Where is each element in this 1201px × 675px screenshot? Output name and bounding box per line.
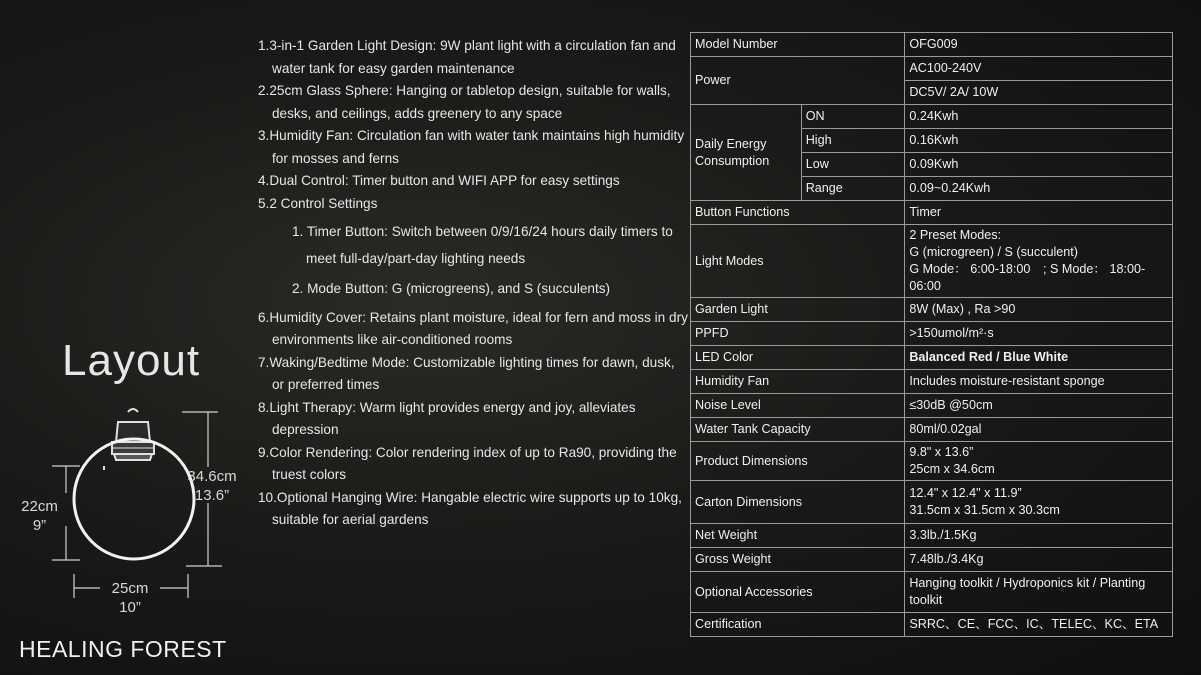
light-mode-line: G Mode： 6:00-18:00 ; S Mode： 18:00-06:00 <box>909 262 1146 293</box>
spec-value: Hanging toolkit / Hydroponics kit / Planting toolkit <box>905 572 1173 613</box>
spec-row-tank <box>691 418 1173 442</box>
energy-mode: Low <box>801 153 905 177</box>
height-dimension-label <box>182 467 242 505</box>
spec-label: PPFD <box>691 322 905 346</box>
spec-row-energy <box>691 105 1173 129</box>
feature-item: 9.Color Rendering: Color rendering index of up to Ra90, providing the truest colors <box>258 444 677 482</box>
spec-value: 3.3lb./1.5Kg <box>905 524 1173 548</box>
carton-dim-cm: 31.5cm x 31.5cm x 30.3cm <box>909 503 1060 517</box>
spec-label: Daily Energy Consumption <box>691 105 802 201</box>
spec-value <box>905 442 1173 481</box>
spec-label: Product Dimensions <box>691 442 905 481</box>
feature-item: 3.Humidity Fan: Circulation fan with water tank maintains high humidity for mosses and ferns <box>258 128 685 166</box>
feature-item: 10.Optional Hanging Wire: Hangable electric wire supports up to 10kg, suitable for aerial gardens <box>258 489 682 527</box>
spec-value: DC5V/ 2A/ 10W <box>905 81 1173 105</box>
spec-label: Certification <box>691 613 905 637</box>
spec-row-gross-weight <box>691 548 1173 572</box>
height-cm: 34.6cm <box>187 468 237 485</box>
spec-value: 7.48lb./3.4Kg <box>905 548 1173 572</box>
spec-value <box>905 225 1173 298</box>
spec-label: Optional Accessories <box>691 572 905 613</box>
spec-row-certification <box>691 613 1173 637</box>
width-cm: 25cm <box>111 580 149 597</box>
width-dimension-label <box>100 579 160 617</box>
width-in: 10” <box>119 599 141 616</box>
spec-row-light-modes <box>691 225 1173 298</box>
spec-value: Includes moisture-resistant sponge <box>905 370 1173 394</box>
spec-label: Net Weight <box>691 524 905 548</box>
spec-label: Carton Dimensions <box>691 481 905 524</box>
spec-label: Button Functions <box>691 201 905 225</box>
spec-value: Balanced Red / Blue White <box>905 346 1173 370</box>
spec-table <box>690 32 1173 637</box>
energy-value: 0.09Kwh <box>905 153 1173 177</box>
sub-feature-item: 1. Timer Button: Switch between 0/9/16/24 hours daily timers to meet full-day/part-day lighting needs <box>292 224 673 266</box>
spec-label: Garden Light <box>691 298 905 322</box>
feature-item: 1.3-in-1 Garden Light Design: 9W plant light with a circulation fan and water tank for easy garden maintenance <box>258 38 676 76</box>
spec-value <box>905 481 1173 524</box>
spec-label: Humidity Fan <box>691 370 905 394</box>
feature-item: 4.Dual Control: Timer button and WIFI APP for easy settings <box>258 173 620 188</box>
lamp-illustration <box>74 409 194 559</box>
product-dim-cm: 25cm x 34.6cm <box>909 462 995 476</box>
spec-label: Noise Level <box>691 394 905 418</box>
energy-value: 0.16Kwh <box>905 129 1173 153</box>
spec-row-led <box>691 346 1173 370</box>
layout-title: Layout <box>62 336 201 385</box>
spec-label: Model Number <box>691 33 905 57</box>
energy-mode: Range <box>801 177 905 201</box>
spec-row-fan <box>691 370 1173 394</box>
spec-value: Timer <box>905 201 1173 225</box>
sphere-cm: 22cm <box>21 498 58 515</box>
energy-value: 0.24Kwh <box>905 105 1173 129</box>
light-mode-line: 2 Preset Modes: <box>909 228 1002 242</box>
spec-row-net-weight <box>691 524 1173 548</box>
spec-value: 80ml/0.02gal <box>905 418 1173 442</box>
sphere-dimension-label <box>12 497 67 535</box>
spec-row-model <box>691 33 1173 57</box>
features-list <box>258 35 688 532</box>
spec-label: Power <box>691 57 905 105</box>
spec-value: >150umol/m²·s <box>905 322 1173 346</box>
energy-mode: High <box>801 129 905 153</box>
sub-feature-item: 2. Mode Button: G (microgreens), and S (succulents) <box>292 281 611 296</box>
light-mode-line: G (microgreen) / S (succulent) <box>909 245 1078 259</box>
spec-value: 8W (Max) , Ra >90 <box>905 298 1173 322</box>
spec-row-ppfd <box>691 322 1173 346</box>
spec-label: LED Color <box>691 346 905 370</box>
spec-row-garden-light <box>691 298 1173 322</box>
feature-item: 8.Light Therapy: Warm light provides energy and joy, alleviates depression <box>258 399 636 437</box>
spec-label: Water Tank Capacity <box>691 418 905 442</box>
spec-value: SRRC、CE、FCC、IC、TELEC、KC、ETA <box>905 613 1173 637</box>
energy-value: 0.09~0.24Kwh <box>905 177 1173 201</box>
feature-item: 7.Waking/Bedtime Mode: Customizable lighting times for dawn, dusk, or preferred times <box>258 354 675 392</box>
height-in: 13.6” <box>194 487 230 504</box>
brand-logo-text: HEALING FOREST <box>19 636 227 662</box>
spec-value: ≤30dB @50cm <box>905 394 1173 418</box>
spec-row-button <box>691 201 1173 225</box>
spec-row-carton-dim <box>691 481 1173 524</box>
spec-value: AC100-240V <box>905 57 1173 81</box>
spec-row-power <box>691 57 1173 81</box>
feature-item: 6.Humidity Cover: Retains plant moisture, ideal for fern and moss in dry environments like air-conditioned rooms <box>258 309 688 347</box>
feature-item: 2.25cm Glass Sphere: Hanging or tabletop design, suitable for walls, desks, and ceilings, adds greenery to any space <box>258 83 671 121</box>
spec-label: Gross Weight <box>691 548 905 572</box>
spec-row-accessories <box>691 572 1173 613</box>
spec-row-product-dim <box>691 442 1173 481</box>
product-dim-inch: 9.8" x 13.6” <box>909 445 974 459</box>
sphere-in: 9” <box>32 517 47 534</box>
spec-value: OFG009 <box>905 33 1173 57</box>
energy-mode: ON <box>801 105 905 129</box>
spec-row-noise <box>691 394 1173 418</box>
spec-label: Light Modes <box>691 225 905 298</box>
feature-item: 5.2 Control Settings <box>258 195 378 211</box>
carton-dim-inch: 12.4" x 12.4" x 11.9” <box>909 486 1022 500</box>
